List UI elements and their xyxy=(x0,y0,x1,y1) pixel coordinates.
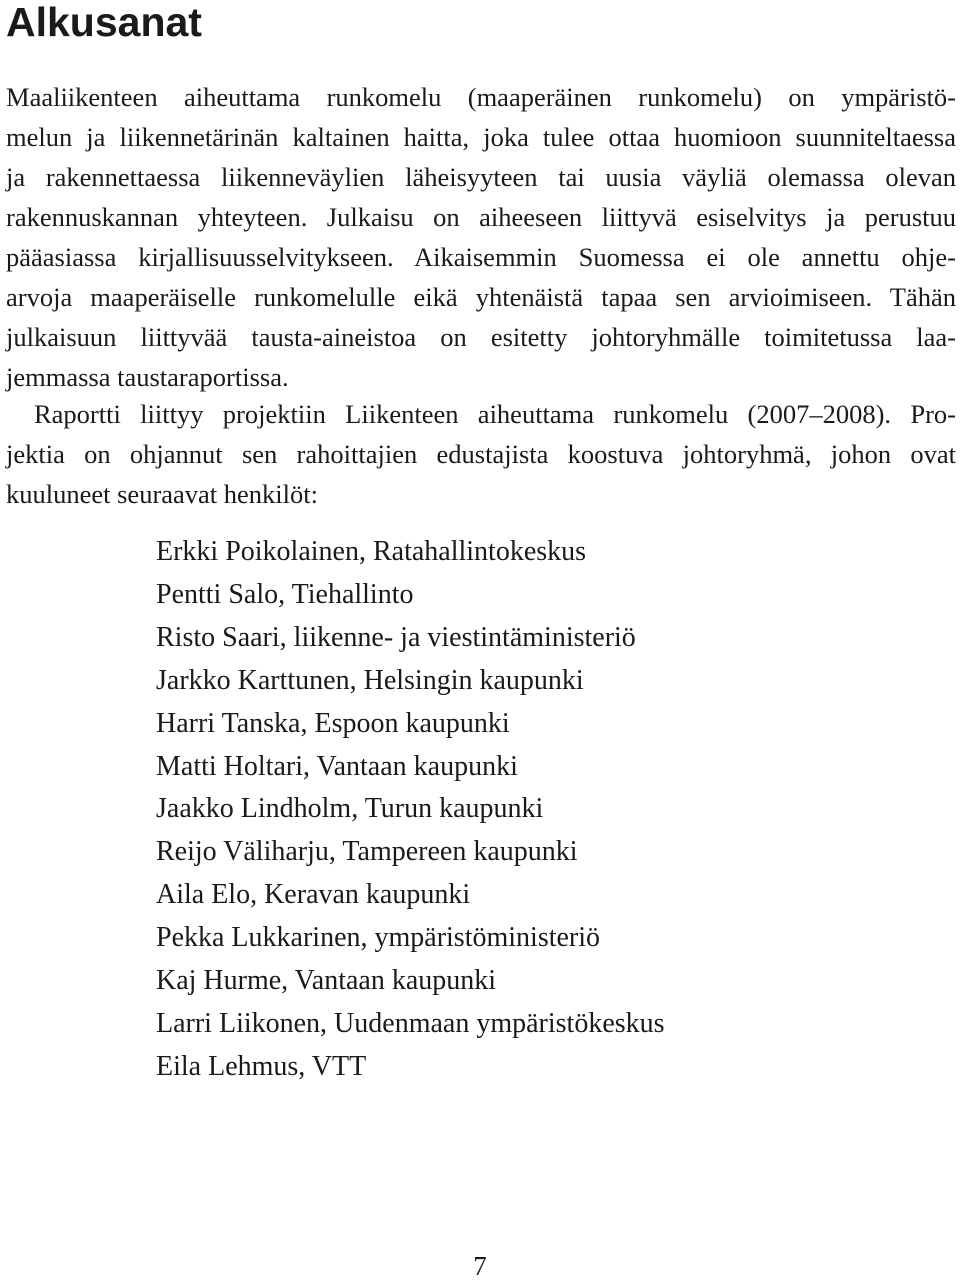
list-item: Kaj Hurme, Vantaan kaupunki xyxy=(156,965,497,997)
list-item: Aila Elo, Keravan kaupunki xyxy=(156,879,471,911)
paragraph-line: julkaisuun liittyvää tausta-aineistoa on esitetty johtoryhmälle toimitetussa laa- xyxy=(6,322,956,352)
paragraph-line: Maaliikenteen aiheuttama runkomelu (maaperäinen runkomelu) on ympäristö- xyxy=(6,82,956,112)
list-item: Harri Tanska, Espoon kaupunki xyxy=(156,707,510,739)
list-item: Pekka Lukkarinen, ympäristöministeriö xyxy=(156,922,601,954)
paragraph-line: Raportti liittyy projektiin Liikenteen aiheuttama runkomelu (2007–2008). Pro- xyxy=(34,399,956,429)
paragraph-line: arvoja maaperäiselle runkomelulle eikä yhtenäistä tapaa sen arvioimiseen. Tähän xyxy=(6,282,956,312)
intro-paragraph xyxy=(6,77,956,397)
project-paragraph xyxy=(6,394,956,514)
paragraph-line: jemmassa taustaraportissa. xyxy=(6,362,289,392)
list-item: Jaakko Lindholm, Turun kaupunki xyxy=(156,793,544,825)
paragraph-line: rakennuskannan yhteyteen. Julkaisu on aiheeseen liittyvä esiselvitys ja perustuu xyxy=(6,202,956,232)
list-item: Jarkko Karttunen, Helsingin kaupunki xyxy=(156,664,584,696)
list-item: Larri Liikonen, Uudenmaan ympäristökeskus xyxy=(156,1007,665,1039)
page-title: Alkusanat xyxy=(6,0,202,45)
paragraph-line: jektia on ohjannut sen rahoittajien edustajista koostuva johtoryhmä, johon ovat xyxy=(6,439,956,469)
page-number: 7 xyxy=(473,1251,487,1281)
list-item: Pentti Salo, Tiehallinto xyxy=(156,578,414,610)
list-item: Risto Saari, liikenne- ja viestintäministeriö xyxy=(156,621,636,653)
steering-group-list xyxy=(156,531,665,1089)
list-item: Matti Holtari, Vantaan kaupunki xyxy=(156,750,518,782)
paragraph-line: kuuluneet seuraavat henkilöt: xyxy=(6,479,319,509)
paragraph-line: ja rakennettaessa liikenneväylien läheisyyteen tai uusia väyliä olemassa olevan xyxy=(6,162,956,192)
paragraph-line: melun ja liikennetärinän kaltainen haitta, joka tulee ottaa huomioon suunniteltaessa xyxy=(6,122,956,152)
list-item: Erkki Poikolainen, Ratahallintokeskus xyxy=(156,536,587,567)
list-item: Reijo Väliharju, Tampereen kaupunki xyxy=(156,836,578,868)
list-item: Eila Lehmus, VTT xyxy=(156,1050,367,1082)
paragraph-line: pääasiassa kirjallisuusselvitykseen. Aikaisemmin Suomessa ei ole annettu ohje- xyxy=(6,242,956,272)
